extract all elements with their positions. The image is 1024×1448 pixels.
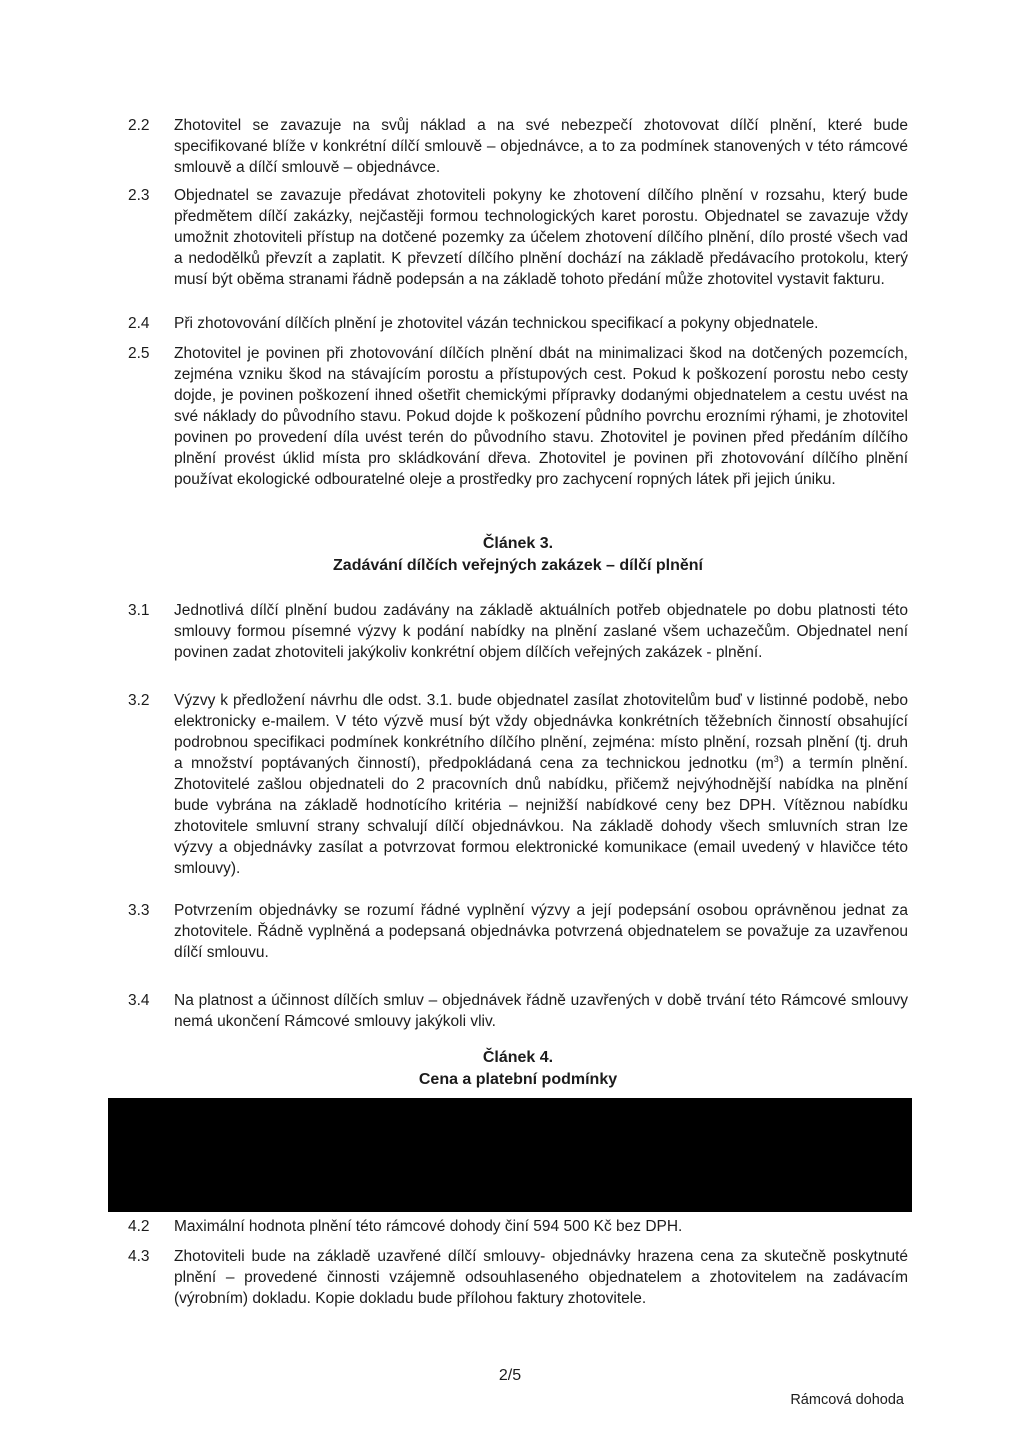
clause-text-part: ) a termín plnění. Zhotovitelé zašlou objednateli do 2 pracovních dnů nabídku, přičemž nejvýhodnější nabídka na plnění bude vybrána na základě hodnotícího kritéria – nejnižší nabídkové ceny bez DPH. Vítěznou nabídku zhotovitele smluvní strany schvalují dílčí objednávkou. Na základě dohody všech smluvních stran lze výzvy a objednávky zasílat a potvrzovat formou elektronické komunikace (email uvedený v hlavičce této smlouvy).: [174, 755, 908, 877]
clause-number: 3.1: [128, 602, 150, 619]
clause-text: [174, 690, 908, 879]
clause-number: 3.3: [128, 902, 150, 919]
clause-2-3: [128, 185, 908, 290]
clause-number: 2.4: [128, 315, 150, 332]
article-3-subtitle: Zadávání dílčích veřejných zakázek – dílčí plnění: [333, 557, 703, 574]
clause-text: Jednotlivá dílčí plnění budou zadávány na základě aktuálních potřeb objednatele po dobu platnosti této smlouvy formou písemné výzvy k podání nabídky na plnění zaslané všem uchazečům. Objednatel není povinen zadat zhotoviteli jakýkoliv konkrétní objem dílčích veřejných zakázek - plnění.: [174, 602, 908, 661]
clause-text: Zhotovitel se zavazuje na svůj náklad a na své nebezpečí zhotovovat dílčí plnění, které bude specifikované blíže v konkrétní dílčí smlouvě – objednávce, a to za podmínek stanovených v této rámcové smlouvě a dílčí smlouvě – objednávce.: [174, 117, 908, 176]
clause-2-5: [128, 343, 908, 490]
clause-text: Zhotovitel je povinen při zhotovování dílčích plnění dbát na minimalizaci škod na dotčených pozemcích, zejména vzniku škod na stávajícím porostu a přístupových cest. Pokud k poškození porostu nebo cesty dojde, je povinen poškození ihned ošetřit chemickými přípravky dodanými objednatelem a cestu uvést na své náklady do původního stavu. Pokud dojde k poškození půdního povrchu erozními rýhami, je zhotovitel povinen po provedení díla uvést terén do původního stavu. Zhotovitel je povinen před předáním dílčího plnění provést úklid místa pro skládkování dřeva. Zhotovitel je povinen při zhotovování dílčího plnění používat ekologické odbouratelné oleje a prostředky pro zachycení ropných látek při jejich úniku.: [174, 345, 908, 488]
clause-2-2: [128, 115, 908, 178]
clause-number: 2.3: [128, 187, 150, 204]
clause-3-3: [128, 900, 908, 963]
clause-text: Maximální hodnota plnění této rámcové dohody činí 594 500 Kč bez DPH.: [174, 1218, 683, 1235]
article-3-title: Článek 3.: [482, 535, 554, 552]
clause-2-4: [128, 313, 908, 334]
clause-number: 3.2: [128, 692, 150, 709]
article-4-subtitle: Cena a platební podmínky: [418, 1071, 618, 1088]
clause-text: Při zhotovování dílčích plnění je zhotovitel vázán technickou specifikací a pokyny objednatele.: [174, 315, 819, 332]
redaction-block: [108, 1098, 912, 1212]
clause-number: 2.5: [128, 345, 150, 362]
clause-number: 4.2: [128, 1218, 150, 1235]
clause-number: 4.3: [128, 1248, 150, 1265]
clause-text: Potvrzením objednávky se rozumí řádné vyplnění výzvy a její podepsání osobou oprávněnou jednat za zhotovitele. Řádně vyplněná a podepsaná objednávka potvrzená objednatelem se považuje za uzavřenou dílčí smlouvu.: [174, 902, 908, 961]
clause-text-part: Výzvy k předložení návrhu dle odst. 3.1. bude objednatel zasílat zhotovitelům buď v listinné podobě, nebo elektronicky e-mailem. V této výzvě musí být vždy objednávka konkrétních těžebních činností obsahující podrobnou specifikaci podmínek konkrétního dílčího plnění, zejména: místo plnění, rozsah plnění (tj. druh a množství poptávaných činností), předpokládaná cena za technickou jednotku (m: [174, 692, 908, 772]
clause-3-4: [128, 990, 908, 1032]
clause-number: 3.4: [128, 992, 150, 1009]
clause-text: Zhotoviteli bude na základě uzavřené dílčí smlouvy- objednávky hrazena cena za skutečně poskytnuté plnění – provedené činnosti vzájemně odsouhlaseného objednatelem a zhotovitelem na zadávacím (výrobním) dokladu. Kopie dokladu bude přílohou faktury zhotovitele.: [174, 1248, 908, 1307]
clause-text: Na platnost a účinnost dílčích smluv – objednávek řádně uzavřených v době trvání této Rámcové smlouvy nemá ukončení Rámcové smlouvy jakýkoli vliv.: [174, 992, 908, 1030]
clause-4-3: [128, 1246, 908, 1309]
article-4-title: Článek 4.: [482, 1049, 554, 1066]
clause-3-1: [128, 600, 908, 663]
clause-text: Objednatel se zavazuje předávat zhotoviteli pokyny ke zhotovení dílčího plnění v rozsahu, který bude předmětem dílčí zakázky, nejčastěji formou technologických karet porostu. Objednatel se zavazuje vždy umožnit zhotoviteli přístup na dotčené pozemky za účelem zhotovení dílčího plnění, dílo prosté všech vad a nedodělků převzít a zaplatit. K převzetí dílčího plnění dochází na základě předávacího protokolu, který musí být oběma stranami řádně podepsán a na základě tohoto předání může zhotovitel vystavit fakturu.: [174, 187, 908, 288]
clause-4-2: [128, 1216, 908, 1237]
clause-number: 2.2: [128, 117, 150, 134]
superscript: 3: [773, 753, 779, 764]
page-number: 2/5: [498, 1367, 522, 1384]
clause-3-2: [128, 690, 908, 879]
document-name: Rámcová dohoda: [790, 1392, 904, 1408]
